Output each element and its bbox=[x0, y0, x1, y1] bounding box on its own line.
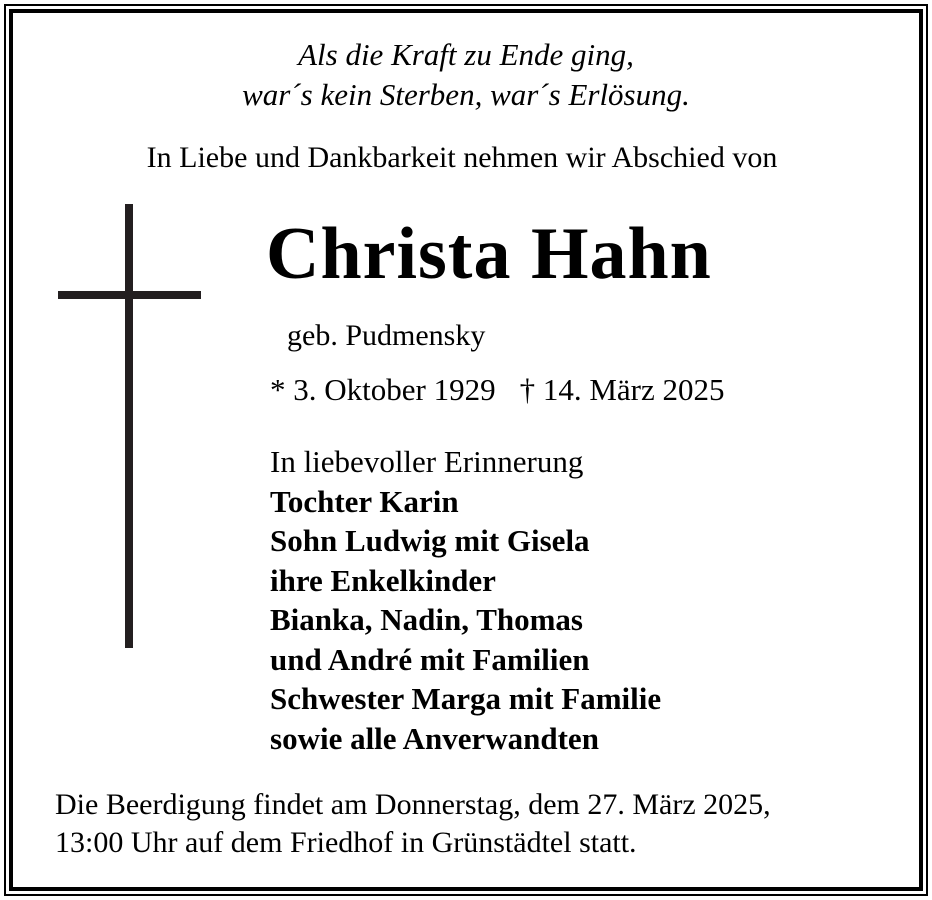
mourners-block bbox=[270, 442, 661, 758]
funeral-line-1: Die Beerdigung findet am Donnerstag, dem 27. März 2025, bbox=[55, 788, 771, 821]
birth-date: * 3. Oktober 1929 bbox=[270, 372, 496, 407]
deceased-name: Christa Hahn bbox=[266, 213, 712, 295]
funeral-line-2: 13:00 Uhr auf dem Friedhof in Grünstädtel statt. bbox=[55, 826, 637, 859]
mourner-line: Bianka, Nadin, Thomas bbox=[270, 602, 583, 637]
motto-line-1: Als die Kraft zu Ende ging, bbox=[298, 37, 634, 72]
life-dates bbox=[270, 372, 725, 408]
mourner-line: Tochter Karin bbox=[270, 483, 459, 519]
cross-horizontal-bar bbox=[58, 291, 201, 299]
mourners-heading: In liebevoller Erinnerung bbox=[270, 444, 584, 479]
motto-line-2: war´s kein Sterben, war´s Erlösung. bbox=[242, 77, 690, 112]
mourner-line: und André mit Familien bbox=[270, 641, 590, 677]
mourner-line: ihre Enkelkinder bbox=[270, 562, 496, 598]
cross-vertical-bar bbox=[125, 204, 133, 648]
mourner-line: Sohn Ludwig mit Gisela bbox=[270, 523, 590, 558]
mourner-line: Schwester Marga mit Familie bbox=[270, 681, 662, 716]
mourner-line: sowie alle Anverwandten bbox=[270, 720, 599, 756]
funeral-notice bbox=[55, 786, 771, 862]
maiden-name: geb. Pudmensky bbox=[287, 319, 486, 352]
intro-text: In Liebe und Dankbarkeit nehmen wir Abschied von bbox=[146, 141, 778, 174]
death-date: † 14. März 2025 bbox=[519, 372, 725, 407]
